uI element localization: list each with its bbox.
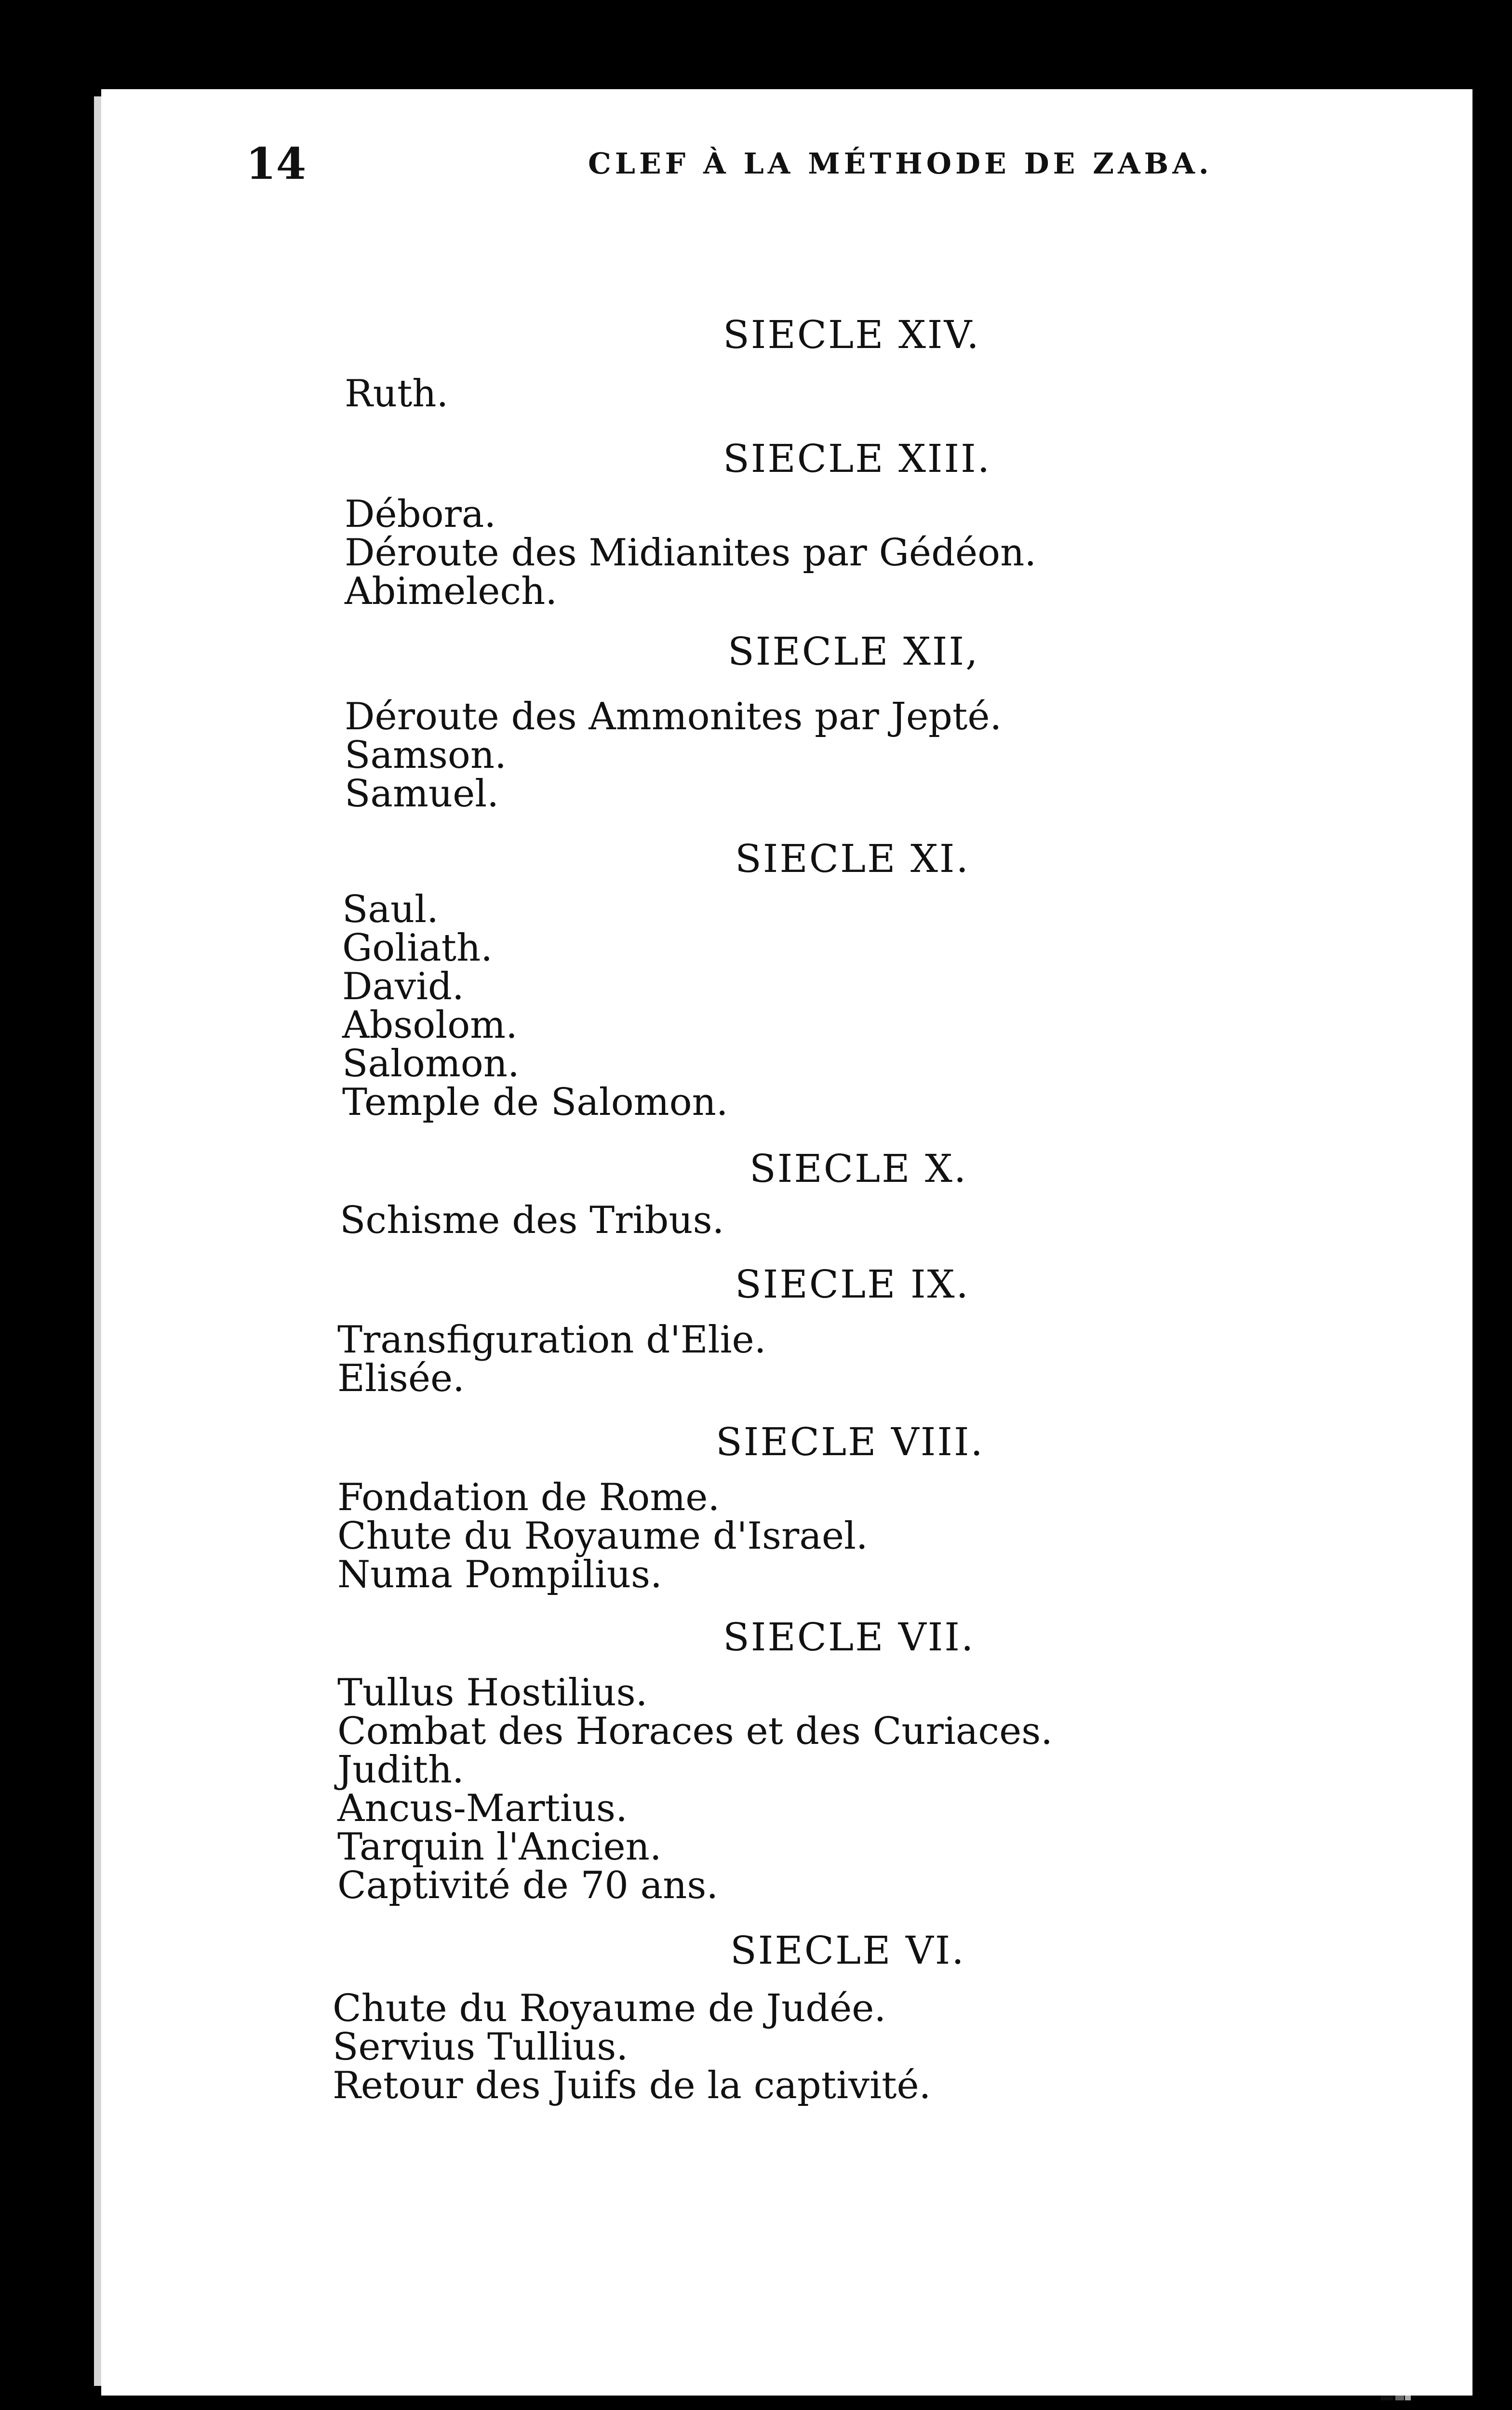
list-item: Judith.	[337, 1748, 464, 1792]
list-item: Combat des Horaces et des Curiaces.	[337, 1710, 1053, 1753]
section-heading: SIECLE VII.	[723, 1615, 975, 1660]
list-item: Servius Tullius.	[333, 2025, 629, 2069]
list-item: Déroute des Ammonites par Jepté.	[345, 695, 1002, 738]
section-heading: SIECLE XIV.	[723, 312, 980, 357]
list-item: Fondation de Rome.	[337, 1476, 720, 1519]
list-item: Goliath.	[342, 926, 493, 970]
list-item: Captivité de 70 ans.	[337, 1864, 719, 1907]
section-heading: SIECLE X.	[749, 1146, 968, 1191]
page-number: 14	[246, 138, 307, 189]
list-item: Chute du Royaume d'Israel.	[337, 1514, 868, 1558]
list-item: Tullus Hostilius.	[337, 1671, 648, 1714]
section-heading: SIECLE VIII.	[716, 1419, 984, 1464]
list-item: Salomon.	[342, 1042, 520, 1085]
list-item: Temple de Salomon.	[342, 1081, 728, 1124]
list-item: Déroute des Midianites par Gédéon.	[345, 531, 1037, 575]
list-item: Débora.	[345, 493, 496, 536]
section-heading: SIECLE XII,	[728, 629, 979, 674]
section-heading: SIECLE IX.	[735, 1262, 970, 1307]
list-item: Retour des Juifs de la captivité.	[333, 2064, 931, 2107]
list-item: David.	[342, 965, 464, 1008]
list-item: Transfiguration d'Elie.	[337, 1318, 766, 1362]
list-item: Schisme des Tribus.	[340, 1199, 724, 1242]
section-heading: SIECLE VI.	[730, 1928, 965, 1973]
list-item: Samson.	[345, 734, 507, 777]
list-item: Tarquin l'Ancien.	[337, 1825, 662, 1869]
list-item: Numa Pompilius.	[337, 1553, 662, 1596]
list-item: Abimelech.	[345, 570, 558, 613]
section-heading: SIECLE XI.	[735, 836, 970, 881]
scan-page	[101, 89, 1472, 2396]
list-item: Ancus-Martius.	[337, 1787, 628, 1830]
list-item: Samuel.	[345, 772, 499, 816]
list-item: Elisée.	[337, 1357, 465, 1400]
list-item: Absolom.	[342, 1004, 518, 1047]
list-item: Ruth.	[345, 372, 449, 415]
running-title: CLEF À LA MÉTHODE DE ZABA.	[588, 147, 1213, 181]
list-item: Saul.	[342, 888, 439, 931]
section-heading: SIECLE XIII.	[723, 436, 991, 481]
list-item: Chute du Royaume de Judée.	[333, 1987, 886, 2030]
